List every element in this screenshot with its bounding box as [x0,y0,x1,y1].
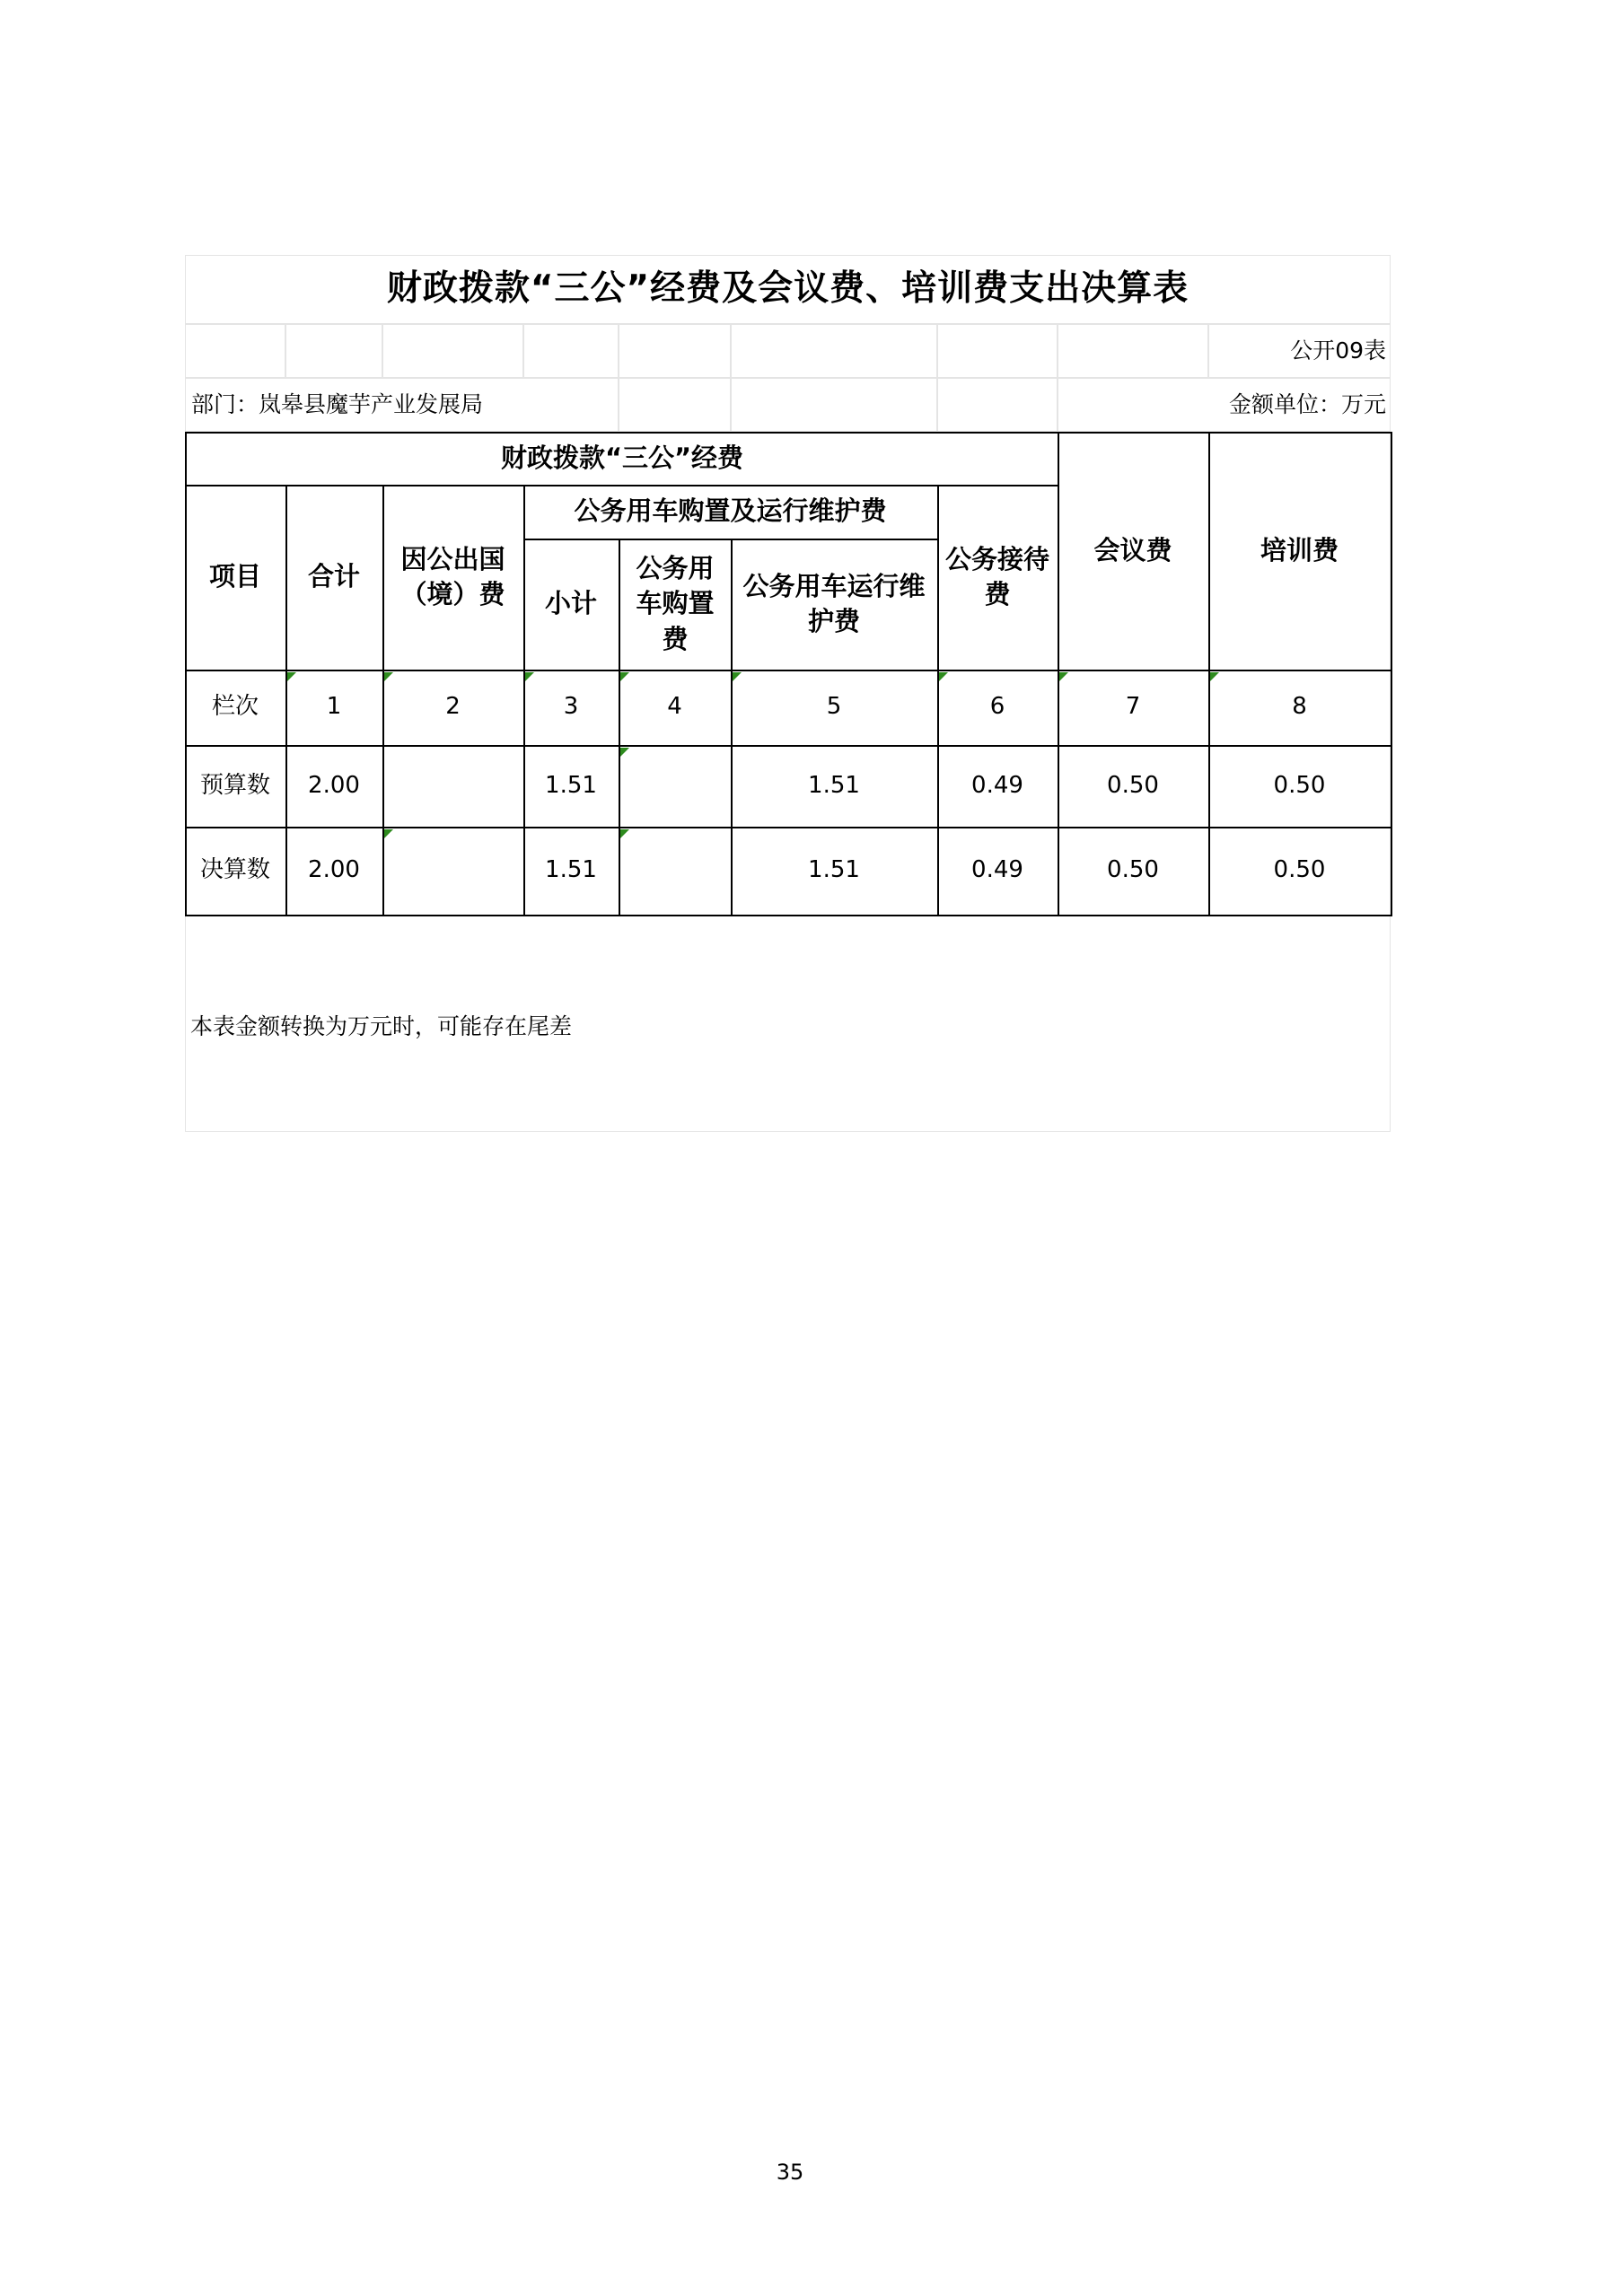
empty-cell [185,324,285,378]
grid-line [1391,432,1392,916]
table-cell: 1 [326,693,342,721]
table-cell: 3 [563,693,579,721]
empty-cell [619,324,731,378]
table-cell: 1.51 [545,856,597,884]
table-cell: 6 [989,693,1005,721]
empty-cell [1058,324,1208,378]
comment-marker-icon [287,672,296,681]
comment-marker-icon [620,672,629,681]
table-cell: 2.00 [308,856,360,884]
table-cell [382,745,523,827]
comment-marker-icon [1059,672,1068,681]
table-cell: 5 [826,693,842,721]
empty-cell [937,324,1058,378]
table-cell [619,745,731,827]
header-subtotal: 小计 [544,588,597,619]
table-cell: 0.49 [971,856,1023,884]
comment-marker-icon [733,672,742,681]
table-cell: 0.50 [1107,771,1159,799]
header-training: 培训费 [1260,534,1339,565]
comment-marker-icon [1210,672,1219,681]
table-note: 本表金额转换为万元时，可能存在尾差 [190,1013,573,1039]
table-cell: 2.00 [308,771,360,799]
header-item: 项目 [208,561,261,592]
form-code: 公开09表 [1208,324,1391,378]
header-vehicle-operation: 公务用车运行维护费 [742,570,926,636]
table-cell [619,827,731,915]
empty-cell [619,378,731,432]
page-number: 35 [776,2160,804,2185]
header-meeting: 会议费 [1093,534,1172,565]
table-cell: 1.51 [808,771,860,799]
table-cell: 4 [667,693,682,721]
table-cell: 1.51 [545,771,597,799]
comment-marker-icon [939,672,948,681]
table-cell: 0.50 [1273,856,1326,884]
table-cell: 7 [1125,693,1141,721]
table-cell: 1.51 [808,856,860,884]
empty-cell [382,324,523,378]
row-label: 预算数 [199,771,270,799]
row-label: 栏次 [211,693,259,721]
table-cell: 8 [1292,693,1307,721]
comment-marker-icon [525,672,534,681]
row-label: 决算数 [199,856,270,884]
header-vehicle-group: 公务用车购置及运行维护费 [574,495,887,527]
header-reception: 公务接待费 [944,543,1049,609]
department-label: 部门：岚皋县魔芋产业发展局 [185,378,619,432]
table-cell [382,827,523,915]
header-vehicle-purchase: 公务用车购置费 [636,553,715,654]
comment-marker-icon [384,672,393,681]
table-cell: 0.50 [1107,856,1159,884]
header-abroad: 因公出国（境）费 [400,543,505,609]
empty-cell [937,378,1058,432]
amount-unit: 金额单位：万元 [1058,378,1391,432]
comment-marker-icon [384,829,393,838]
empty-cell [731,324,937,378]
header-sangong-group: 财政拨款“三公”经费 [500,442,744,473]
grid-line [185,915,1392,916]
table-cell: 0.50 [1273,771,1326,799]
table-title: 财政拨款“三公”经费及会议费、培训费支出决算表 [185,255,1391,324]
comment-marker-icon [620,829,629,838]
table-cell: 2 [445,693,461,721]
comment-marker-icon [620,748,629,757]
empty-cell [523,324,619,378]
empty-cell [731,378,937,432]
header-total: 合计 [307,561,360,592]
table-cell: 0.49 [971,771,1023,799]
empty-cell [285,324,382,378]
